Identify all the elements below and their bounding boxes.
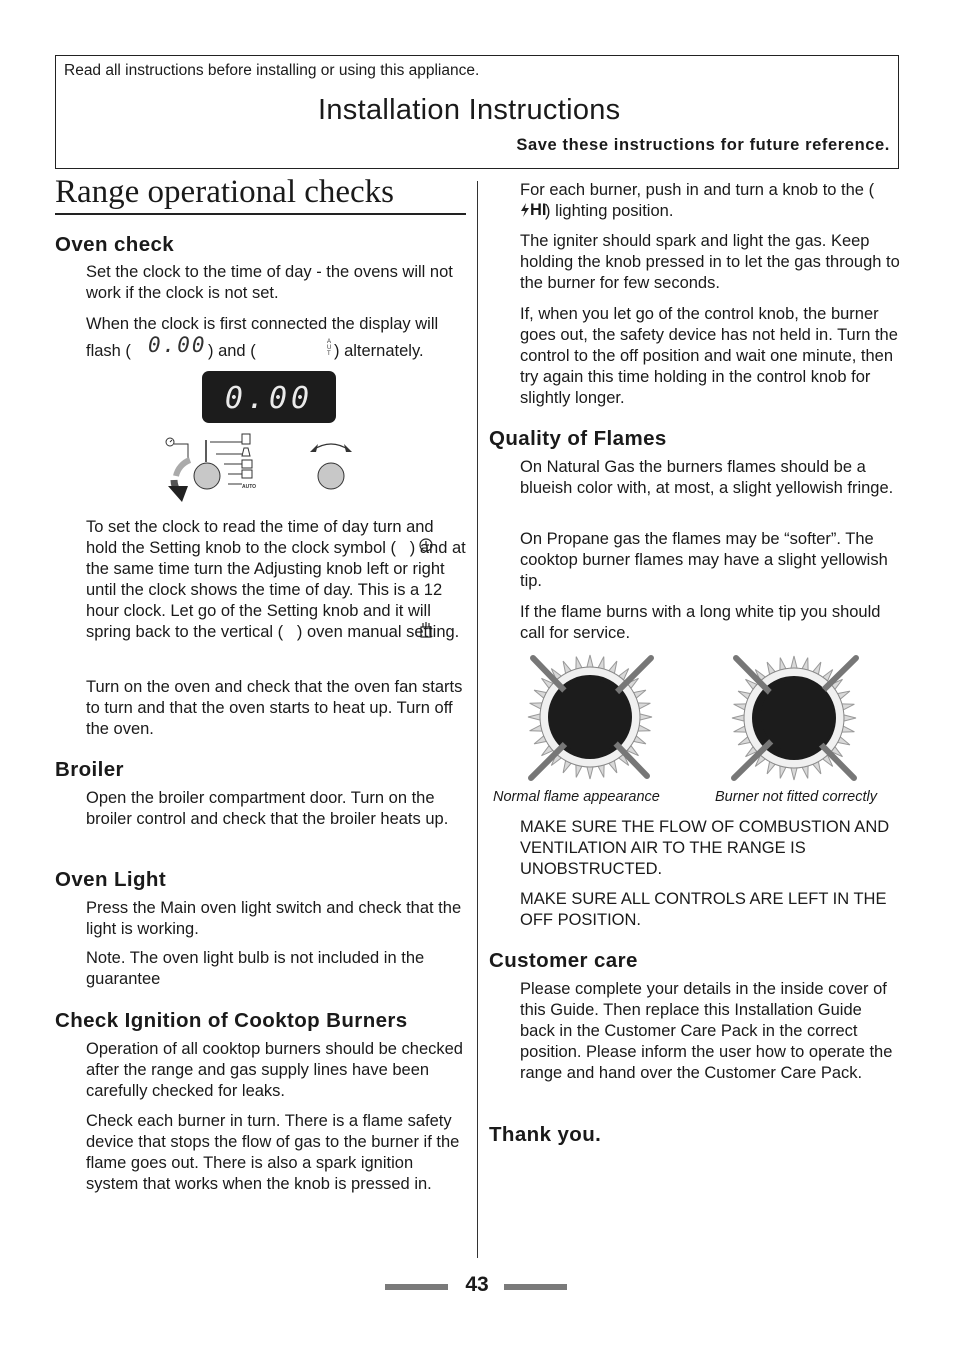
svg-text:U: U: [327, 345, 332, 351]
broiler-p1: Open the broiler compartment door. Turn on the broiler control and check that the broiler heats up.: [86, 789, 449, 828]
column-divider: [477, 181, 478, 1258]
thank-you: Thank you.: [489, 1123, 602, 1146]
cook-icon: [242, 460, 252, 468]
burner-p2: The igniter should spark and light the gas. Keep holding the knob pressed in to let the gas through to the burner for few seconds.: [520, 232, 900, 292]
page-number: 43: [465, 1273, 489, 1296]
quality-p3: If the flame burns with a long white tip you should call for service.: [520, 603, 881, 642]
control-panel-illustration: [158, 430, 368, 506]
oven-check-p2-flash: flash (: [86, 342, 131, 360]
customer-care-heading: Customer care: [489, 949, 638, 972]
clock-display: [202, 371, 336, 423]
burner-p1b: ) lighting position.: [545, 202, 674, 220]
oven-light-p2: Note. The oven light bulb is not included in the guarantee: [86, 949, 425, 988]
installation-title: Installation Instructions: [318, 94, 621, 126]
oven-check-p2-and: ) and (: [208, 342, 256, 360]
oven-check-p3: To set the clock to read the time of day turn and hold the Setting knob to the clock symbol ( ) and at the same time turn the Adjusting knob left or right until the clock shows the time of day. This is a 12 hour clock. Let go of the Setting knob and it will spring back to the vertical ( ) oven manual setting.: [86, 518, 466, 641]
quality-heading: Quality of Flames: [489, 427, 667, 450]
footer-bar-left: [385, 1284, 448, 1290]
spark-icon: [520, 203, 530, 217]
title-rule: [55, 213, 466, 215]
ignition-heading: Check Ignition of Cooktop Burners: [55, 1009, 408, 1032]
quality-p2: On Propane gas the flames may be “softer”. The cooktop burner flames may have a slight yellowish tip.: [520, 530, 888, 590]
ignition-p2: Check each burner in turn. There is a flame safety device that stops the flow of gas to the burner if the flame goes out. There is also a spark ignition system that works when the knob is pressed in.: [86, 1112, 460, 1193]
hi-label: HI: [530, 201, 547, 219]
burner-p3: If, when you let go of the control knob, the burner goes out, the safety device has not held in. Turn the control to the off position and wait one minute, then try again this time holding in the control knob for slightly longer.: [520, 305, 898, 407]
incorrect-burner-illustration: [728, 650, 862, 784]
end-icon: [242, 470, 252, 478]
warning-1: MAKE SURE THE FLOW OF COMBUSTION AND VENTILATION AIR TO THE RANGE IS UNOBSTRUCTED.: [520, 818, 890, 878]
page-title: Range operational checks: [55, 174, 395, 210]
clock-display-text: 0.00: [224, 381, 314, 416]
oven-check-p2-alt: ) alternately.: [334, 342, 424, 360]
oven-light-p1: Press the Main oven light switch and check that the light is working.: [86, 899, 462, 938]
ignition-p1: Operation of all cooktop burners should be checked after the range and gas supply lines have been carefully checked for leaks.: [86, 1040, 463, 1100]
broiler-heading: Broiler: [55, 758, 124, 781]
caption-incorrect: Burner not fitted correctly: [715, 789, 877, 805]
hand-icon: [242, 434, 250, 444]
oven-check-p1: Set the clock to the time of day - the ovens will not work if the clock is not set.: [86, 263, 453, 302]
normal-flame-illustration: [527, 650, 657, 784]
bell-icon: [242, 448, 250, 456]
safety-notice: Read all instructions before installing or using this appliance.: [64, 62, 480, 79]
svg-text:A: A: [327, 339, 332, 345]
flash-symbol-text: 0.00: [148, 333, 207, 357]
setting-knob: [194, 463, 220, 489]
caption-normal: Normal flame appearance: [493, 789, 660, 805]
oven-light-heading: Oven Light: [55, 868, 167, 891]
adjusting-knob: [318, 463, 344, 489]
svg-text:T: T: [327, 351, 331, 357]
warning-2: MAKE SURE ALL CONTROLS ARE LEFT IN THE OFF POSITION.: [520, 890, 887, 929]
manual-hand-icon: [419, 621, 433, 639]
quality-p1: On Natural Gas the burners flames should be a blueish color with, at most, a slight yellowish fringe.: [520, 458, 894, 497]
clock-symbol-icon: [418, 537, 434, 553]
auto-label: AUTO: [242, 484, 257, 490]
oven-check-p2a: When the clock is first connected the display will: [86, 315, 439, 333]
burner-p1a: For each burner, push in and turn a knob to the (: [520, 181, 875, 199]
oven-check-heading: Oven check: [55, 233, 175, 256]
save-note: Save these instructions for future reference.: [516, 136, 890, 154]
customer-care-p1: Please complete your details in the inside cover of this Guide. Then replace this Installation Guide back in the Customer Care Pack in the correct position. Please inform the user how to operate the range and hand over the Customer Care Pack.: [520, 980, 893, 1082]
oven-check-p4: Turn on the oven and check that the oven fan starts to turn and that the oven starts to heat up. Turn off the oven.: [86, 678, 463, 738]
footer-bar-right: [504, 1284, 567, 1290]
